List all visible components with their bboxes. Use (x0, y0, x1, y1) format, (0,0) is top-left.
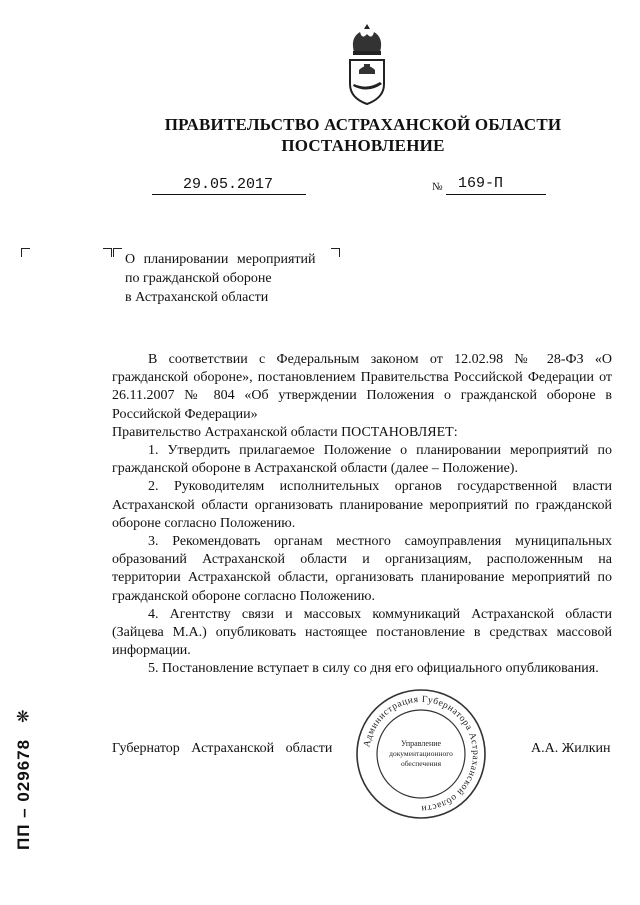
subject-line: О планировании мероприятий (125, 252, 316, 267)
signer-name: А.А. Жилкин (531, 741, 611, 756)
official-stamp (353, 686, 489, 822)
side-serial-number: ПП – 029678 (14, 738, 33, 850)
decree-line: Правительство Астраханской области ПОСТАНОВЛЯЕТ: (112, 424, 458, 440)
bracket-corner-mark (331, 248, 340, 257)
signer-role: Губернатор Астраханской области (112, 741, 333, 756)
document-body (112, 351, 612, 679)
body-item: 1. Утвердить прилагаемое Положение о планировании мероприятий по гражданской обороне в Астраханской области (далее – Положение). (112, 443, 612, 477)
stamp-text: документационного (389, 749, 453, 758)
body-item: 2. Руководителям исполнительных органов государственной власти Астраханской области организовать планирование мероприятий по гражданской обороне согласно Положению. (112, 479, 612, 531)
number-sign: № (432, 181, 443, 193)
subject-line: по гражданской обороне (125, 271, 272, 286)
organization-name: ПРАВИТЕЛЬСТВО АСТРАХАНСКОЙ ОБЛАСТИ (164, 115, 562, 134)
stamp-text: обеспечения (400, 759, 442, 768)
document-date: 29.05.2017 (183, 176, 274, 193)
stamp-ring-text: Администрация Губернатора Астраханской области (362, 694, 481, 814)
body-item: 3. Рекомендовать органам местного самоуправления муниципальных образований Астраханской области и организациям, расположенным на территории Астраханской области, организовать планирование мероприятий по гражданской обороне согласно Положению. (112, 534, 612, 604)
bracket-corner-mark (21, 248, 30, 257)
preamble-paragraph: В соответствии с Федеральным законом от 12.02.98 № 28-ФЗ «О гражданской обороне», постановлением Правительства Российской Федерации от 26.11.2007 № 804 «Об утверждении Положения о гражданской обороне в Российской Федерации» (112, 352, 612, 422)
document-number: 169-П (458, 175, 504, 192)
body-item: 5. Постановление вступает в силу со дня его официального опубликования. (148, 661, 599, 677)
subject-line: в Астраханской области (125, 290, 269, 305)
coat-of-arms-emblem (340, 22, 394, 108)
ornament-mark: ❋ (16, 709, 30, 726)
bracket-corner-mark (113, 248, 122, 257)
document-type-title: ПОСТАНОВЛЕНИЕ (281, 136, 445, 155)
stamp-text: Управление (400, 739, 442, 748)
bracket-corner-mark (103, 248, 112, 257)
body-item: 4. Агентству связи и массовых коммуникаций Астраханской области (Зайцева М.А.) опубликовать настоящее постановление в средствах массовой информации. (112, 606, 612, 659)
